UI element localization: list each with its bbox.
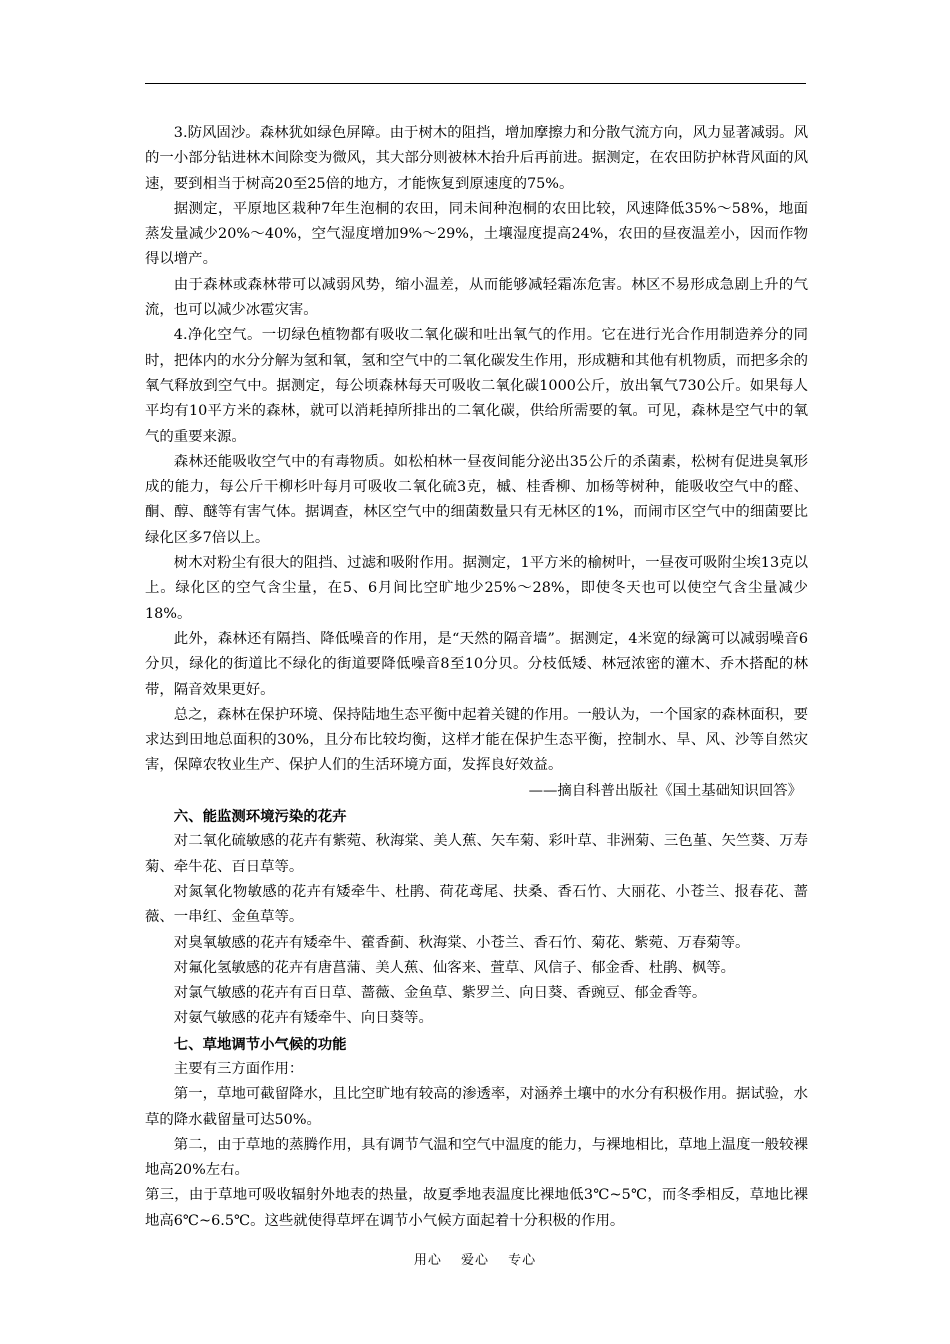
header-rule	[145, 83, 806, 84]
page-footer: 用心 爱心 专心	[413, 1253, 537, 1268]
paragraph: 树木对粉尘有很大的阻挡、过滤和吸附作用。据测定，1平方米的榆树叶，一昼夜可吸附尘埃13克以上。绿化区的空气含尘量，在5、6月间比空旷地少25%～28%，即使冬天也可以使空气含尘量减少18%。	[145, 555, 808, 622]
paragraph: 据测定，平原地区栽种7年生泡桐的农田，同未间种泡桐的农田比较，风速降低35%～58%，地面蒸发量减少20%～40%，空气湿度增加9%～29%，土壤湿度提高24%，农田的昼夜温差小，因而作物得以增产。	[145, 200, 808, 268]
document-body	[145, 121, 808, 1234]
section-heading-6: 六、能监测环境污染的花卉	[173, 808, 347, 826]
paragraph: 对氯气敏感的花卉有百日草、蔷薇、金鱼草、紫罗兰、向日葵、香豌豆、郁金香等。	[173, 985, 707, 1002]
paragraph: 由于森林或森林带可以减弱风势，缩小温差，从而能够减轻霜冻危害。林区不易形成急剧上升的气流，也可以减少冰雹灾害。	[145, 276, 808, 319]
paragraph: 森林还能吸收空气中的有毒物质。如松柏林一昼夜间能分泌出35公斤的杀菌素，松树有促进臭氧形成的能力，每公斤干柳杉叶每月可吸收二氧化硫3克，槭、桂香柳、加杨等树种，能吸收空气中的醛、酮、醇、醚等有害气体。据调查，林区空气中的细菌数量只有无林区的1%，而闹市区空气中的细菌要比绿化区多7倍以上。	[145, 453, 808, 546]
paragraph: 对氨气敏感的花卉有矮牵牛、向日葵等。	[173, 1010, 433, 1027]
paragraph: 对二氧化硫敏感的花卉有紫菀、秋海棠、美人蕉、矢车菊、彩叶草、非洲菊、三色堇、矢竺葵、万寿菊、牵牛花、百日草等。	[145, 833, 808, 875]
paragraph: 第二，由于草地的蒸腾作用，具有调节气温和空气中温度的能力，与裸地相比，草地上温度一般较裸地高20%左右。	[145, 1136, 808, 1179]
paragraph: 总之，森林在保护环境、保持陆地生态平衡中起着关键的作用。一般认为，一个国家的森林面积，要求达到田地总面积的30%，且分布比较均衡，这样才能在保护生态平衡，控制水、旱、风、沙等自然灾害，保障农牧业生产、保护人们的生活环境方面，发挥良好效益。	[145, 706, 808, 774]
section-heading-7: 七、草地调节小气候的功能	[173, 1035, 347, 1053]
paragraph: 第三，由于草地可吸收辐射外地表的热量，故夏季地表温度比裸地低3℃~5℃，而冬季相反，草地比裸地高6℃~6.5℃。这些就使得草坪在调节小气候方面起着十分积极的作用。	[145, 1187, 808, 1229]
paragraph: 第一，草地可截留降水，且比空旷地有较高的渗透率，对涵养土壤中的水分有积极作用。据试验，水草的降水截留量可达50%。	[145, 1086, 808, 1128]
paragraph: 4.净化空气。一切绿色植物都有吸收二氧化碳和吐出氧气的作用。它在进行光合作用制造养分的同时，把体内的水分分解为氢和氧，氢和空气中的二氧化碳发生作用，形成糖和其他有机物质，而把多余的氧气释放到空气中。据测定，每公顷森林每天可吸收二氧化碳1000公斤，放出氧气730公斤。如果每人平均有10平方米的森林，就可以消耗掉所排出的二氧化碳，供给所需要的氧。可见，森林是空气中的氧气的重要来源。	[145, 327, 808, 445]
paragraph: 对氟化氢敏感的花卉有唐菖蒲、美人蕉、仙客来、萱草、风信子、郁金香、杜鹃、枫等。	[173, 959, 736, 976]
source-citation: ——摘自科普出版社《国土基础知识回答》	[528, 782, 802, 799]
paragraph: 3.防风固沙。森林犹如绿色屏障。由于树木的阻挡，增加摩擦力和分散气流方向，风力显著减弱。风的一小部分钻进林木间除变为微风，其大部分则被林木抬升后再前进。据测定，在农田防护林背风面的风速，要到相当于树高20至25倍的地方，才能恢复到原速度的75%。	[145, 125, 808, 192]
paragraph: 对臭氧敏感的花卉有矮牵牛、藿香蓟、秋海棠、小苍兰、香石竹、菊花、紫菀、万春菊等。	[173, 934, 750, 951]
paragraph: 主要有三方面作用：	[173, 1060, 304, 1077]
paragraph: 对氮氧化物敏感的花卉有矮牵牛、杜鹃、荷花鸢尾、扶桑、香石竹、大丽花、小苍兰、报春花、蔷薇、一串红、金鱼草等。	[145, 883, 808, 926]
paragraph: 此外，森林还有隔挡、降低噪音的作用，是“天然的隔音墙”。据测定，4米宽的绿篱可以减弱噪音6分贝，绿化的街道比不绿化的街道要降低噪音8至10分贝。分枝低矮、林冠浓密的灌木、乔木搭配的林带，隔音效果更好。	[145, 630, 808, 698]
